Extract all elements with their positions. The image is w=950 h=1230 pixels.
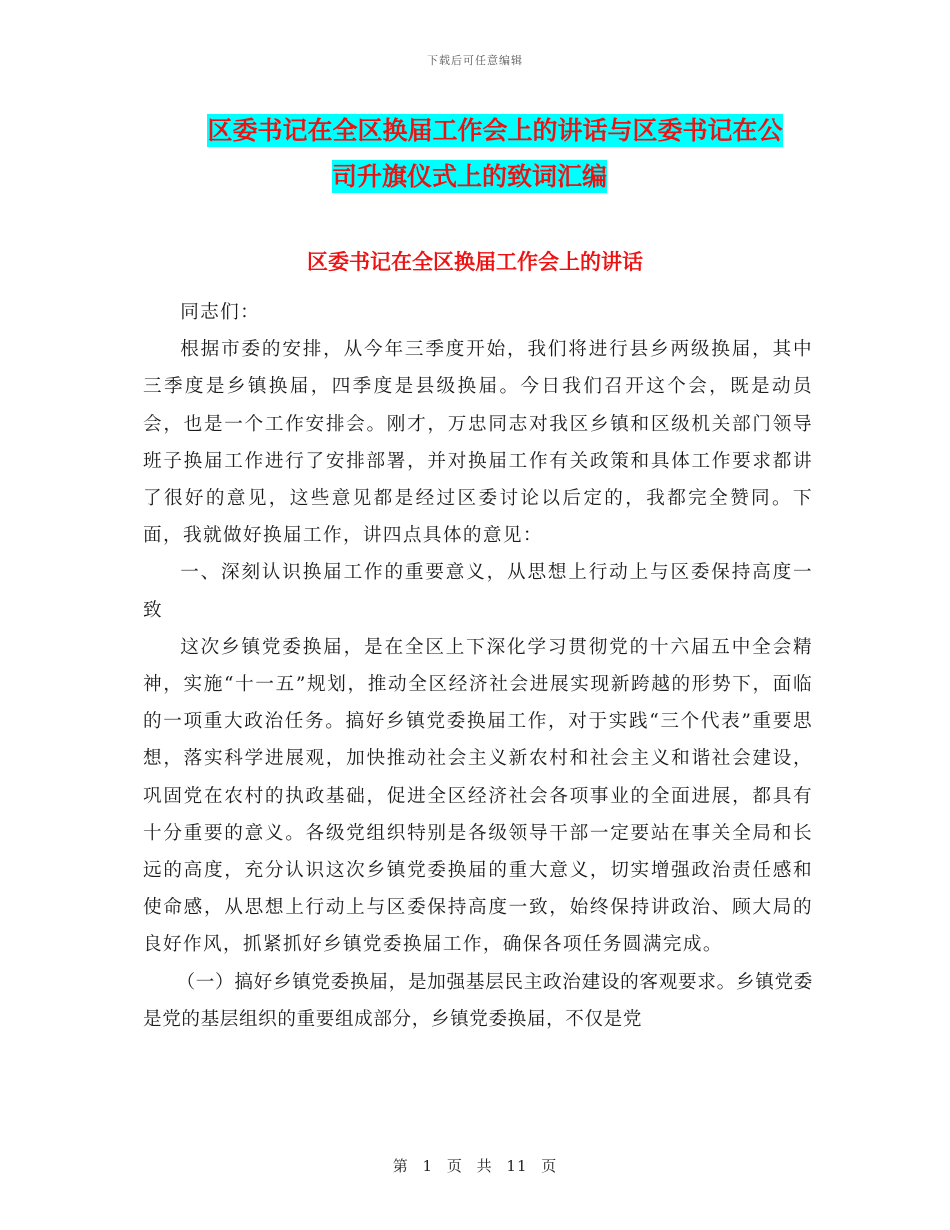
header-note: 下载后可任意编辑 (427, 54, 523, 67)
document-body (143, 294, 813, 1038)
paragraph-significance: 这次乡镇党委换届，是在全区上下深化学习贯彻党的十六届五中全会精神，实施“十一五”规划，推动全区经济社会进展实现新跨越的形势下，面临的一项重大政治任务。搞好乡镇党委换届工作，对于实践“三个代表”重要思想，落实科学进展观，加快推动社会主义新农村和社会主义和谐社会建设，巩固党在农村的执政基础，促进全区经济社会各项事业的全面进展，都具有十分重要的意义。各级党组织特别是各级领导干部一定要站在事关全局和长远的高度，充分认识这次乡镇党委换届的重大意义，切实增强政治责任感和使命感，从思想上行动上与区委保持高度一致，始终保持讲政治、顾大局的良好作风，抓紧抓好乡镇党委换届工作，确保各项任务圆满完成。 (143, 636, 813, 956)
salutation: 同志们： (180, 302, 261, 323)
document-title-line-2 (0, 154, 950, 200)
page-footer (0, 1155, 950, 1176)
total-label-prefix: 共 (476, 1157, 493, 1175)
paragraph-intro: 根据市委的安排，从今年三季度开始，我们将进行县乡两级换届，其中三季度是乡镇换届，四季度是县级换届。今日我们召开这个会，既是动员会，也是一个工作安排会。刚才，万忠同志对我区乡镇和区级机关部门领导班子换届工作进行了安排部署，并对换届工作有关政策和具体工作要求都讲了很好的意见，这些意见都是经过区委讨论以后定的，我都完全赞同。下面，我就做好换届工作，讲四点具体的意见： (143, 339, 813, 547)
total-label-suffix: 页 (541, 1157, 558, 1175)
total-pages: 11 (506, 1157, 528, 1175)
section-title: 区委书记在全区换届工作会上的讲话 (307, 250, 643, 274)
page-label-mid: 页 (446, 1157, 463, 1175)
document-title-line-1 (0, 108, 950, 154)
document-title-line-1-text: 区委书记在全区换届工作会上的讲话与区委书记在公 (207, 116, 783, 145)
page-number: 1 (422, 1157, 434, 1175)
page-label-prefix: 第 (392, 1157, 409, 1175)
heading-point-one: 一、深刻认识换届工作的重要意义，从思想上行动上与区委保持高度一致 (143, 562, 813, 621)
document-title-line-2-text: 司升旗仪式上的致词汇编 (332, 162, 608, 191)
paragraph-subpoint-one: （一）搞好乡镇党委换届，是加强基层民主政治建设的客观要求。乡镇党委是党的基层组织的重要组成部分，乡镇党委换届，不仅是党 (143, 971, 813, 1030)
document-title (0, 108, 950, 200)
